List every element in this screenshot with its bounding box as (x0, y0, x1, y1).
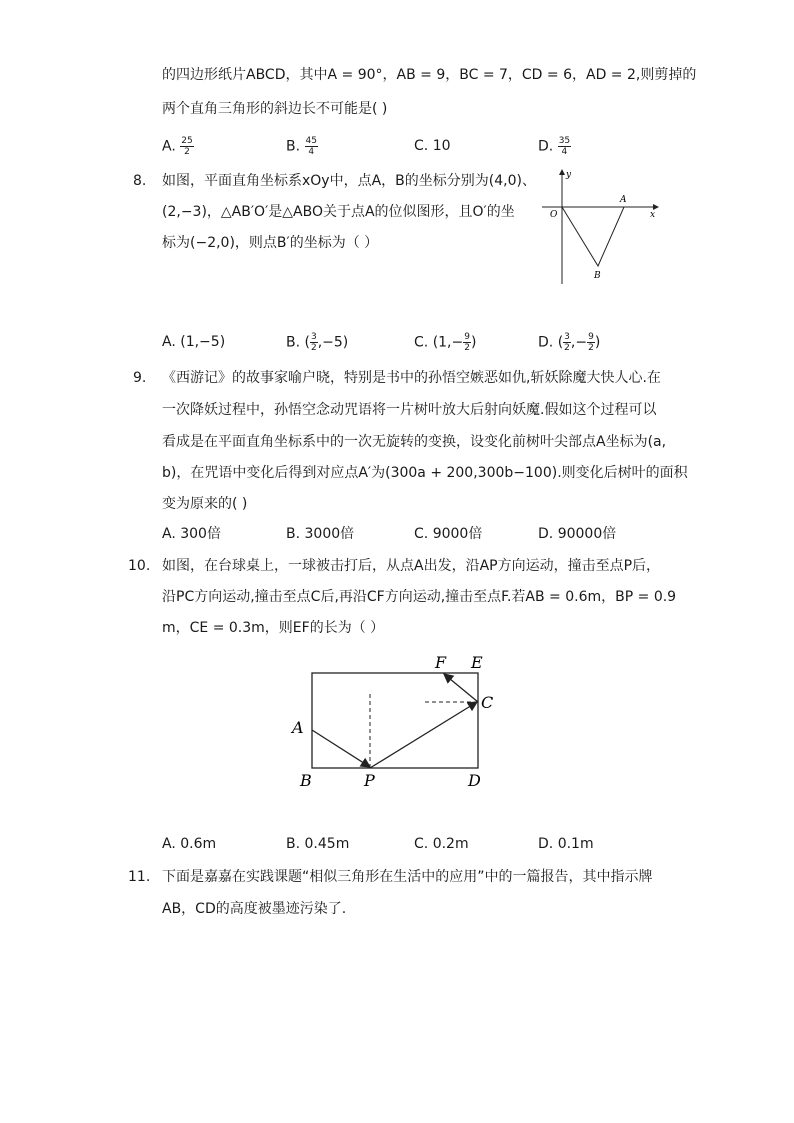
q8-option-d[interactable]: D. ( $\frac{3}{2}$ ,− $\frac{9}{2}$ ) (538, 332, 601, 353)
q10-option-c[interactable]: C. 0.2m (414, 836, 469, 852)
q9-text-line-5: 变为原来的( ) (162, 496, 248, 512)
point-d-label: D (468, 771, 481, 790)
q10-text-line-3: m，CE = 0.3m，则EF的长为（ ） (162, 620, 385, 636)
q10-option-a[interactable]: A. 0.6m (162, 836, 217, 852)
point-b-label: B (594, 271, 601, 281)
fraction: $\frac{25}{2}$ (181, 136, 193, 157)
q10-text-line-2: 沿PC方向运动,撞击至点C后,再沿CF方向运动,撞击至点F.若AB = 0.6m，BP = 0.9 (162, 589, 677, 605)
q10-option-b[interactable]: B. 0.45m (286, 836, 350, 852)
point-b-label: B (300, 771, 312, 790)
q11-number: 11. (128, 869, 151, 885)
q8-text-line-3: 标为(−2,0)，则点B′的坐标为（ ） (162, 235, 379, 251)
q7-text-line-2: 两个直角三角形的斜边长不可能是( ) (162, 101, 388, 117)
fraction: $\frac{35}{4}$ (558, 136, 571, 157)
path-ap (312, 730, 370, 767)
q10-billiard-figure (288, 650, 508, 795)
q9-text-line-1: 《西游记》的故事家喻户晓，特别是书中的孙悟空嫉恶如仇,斩妖除魔大快人心.在 (162, 370, 661, 386)
point-e-label: E (471, 653, 483, 672)
triangle-abo (562, 207, 624, 266)
path-cf (444, 674, 478, 702)
q7-option-d[interactable]: D. $\frac{35}{4}$ (538, 136, 571, 157)
path-pc (370, 702, 477, 768)
point-a-label: A (292, 718, 304, 737)
q11-text-line-1: 下面是嘉嘉在实践课题“相似三角形在生活中的应用”中的一篇报告，其中指示牌 (162, 869, 653, 885)
q9-text-line-3: 看成是在平面直角坐标系中的一次无旋转的变换，设变化前树叶尖部点A坐标为(a, (162, 434, 667, 450)
q10-option-d[interactable]: D. 0.1m (538, 836, 594, 852)
q8-option-a[interactable]: A. (1,−5) (162, 334, 226, 350)
q8-text-line-2: (2,−3)，△AB′O′是△ABO关于点A的位似图形，且O′的坐 (162, 204, 515, 220)
point-a-label: A (620, 195, 627, 205)
q11-text-line-2: AB，CD的高度被墨迹污染了. (162, 901, 347, 917)
q8-coordinate-figure (540, 166, 665, 291)
q9-option-a[interactable]: A. 300倍 (162, 526, 221, 542)
q9-text-line-4: b)，在咒语中变化后得到对应点A′为(300a + 200,300b−100).则变化后树叶的面积 (162, 465, 688, 481)
q9-option-d[interactable]: D. 90000倍 (538, 526, 617, 542)
q8-text-line-1: 如图，平面直角坐标系xOy中，点A，B的坐标分别为(4,0)、 (162, 173, 536, 189)
q9-number: 9. (133, 370, 147, 386)
q7-text-line-1: 的四边形纸片ABCD，其中A = 90°，AB = 9，BC = 7，CD = 6，AD = 2,则剪掉的 (162, 67, 697, 83)
point-f-label: F (435, 653, 447, 672)
y-axis-label: y (566, 170, 572, 180)
q9-option-b[interactable]: B. 3000倍 (286, 526, 355, 542)
point-p-label: P (364, 771, 375, 790)
fraction: $\frac{45}{4}$ (305, 136, 317, 157)
q7-option-b[interactable]: B. $\frac{45}{4}$ (286, 136, 317, 157)
point-c-label: C (481, 693, 494, 712)
q7-option-c[interactable]: C. 10 (414, 138, 451, 154)
fraction: $\frac{3}{2}$ (564, 332, 570, 353)
q8-number: 8. (133, 173, 147, 189)
q9-text-line-2: 一次降妖过程中，孙悟空念动咒语将一片树叶放大后射向妖魔.假如这个过程可以 (162, 402, 657, 418)
fraction: $\frac{3}{2}$ (310, 332, 317, 353)
q9-option-c[interactable]: C. 9000倍 (414, 526, 483, 542)
x-axis-label: x (650, 210, 656, 220)
q8-option-c[interactable]: C. (1,− $\frac{9}{2}$ ) (414, 332, 477, 353)
fraction: $\frac{9}{2}$ (588, 332, 594, 353)
q10-number: 10. (128, 558, 151, 574)
table-rectangle (312, 673, 478, 768)
fraction: $\frac{9}{2}$ (464, 332, 470, 353)
q10-text-line-1: 如图，在台球桌上，一球被击打后，从点A出发，沿AP方向运动，撞击至点P后， (162, 558, 661, 574)
origin-label: O (550, 210, 558, 220)
q7-option-a[interactable]: A. $\frac{25}{2}$ (162, 136, 193, 157)
q8-option-b[interactable]: B. ( $\frac{3}{2}$ ,−5) (286, 332, 349, 353)
